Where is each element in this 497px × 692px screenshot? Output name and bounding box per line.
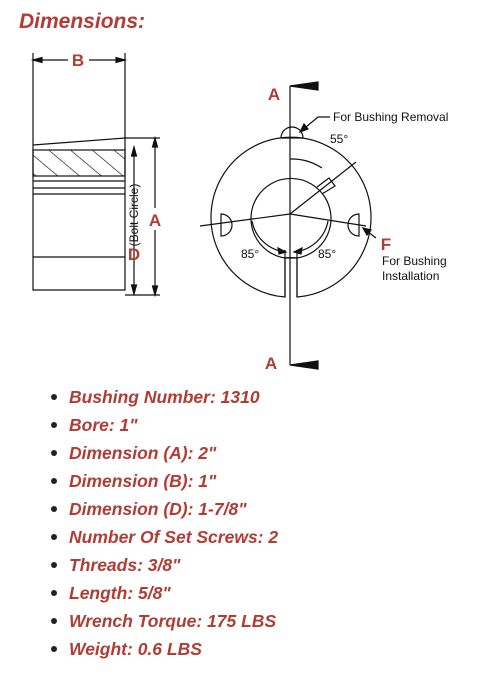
arc-55 [290, 159, 322, 168]
angle-line-right [290, 214, 366, 226]
bullet-icon [51, 590, 57, 596]
section-hatch [33, 150, 125, 176]
a-label: A [148, 211, 162, 230]
spec-item [48, 551, 278, 579]
bullet-icon [51, 422, 57, 428]
spec-item [48, 467, 278, 495]
spec-text: Threads: 3/8" [69, 555, 181, 575]
bullet-icon [51, 506, 57, 512]
spec-text: Bushing Number: 1310 [69, 387, 260, 407]
removal-note: For Bushing Removal [333, 110, 449, 124]
removal-leader-arrow [300, 124, 308, 132]
spec-text: Wrench Torque: 175 LBS [69, 611, 277, 631]
spec-text: Bore: 1" [69, 415, 138, 435]
bolt-circle-label: (Bolt Circle) [127, 183, 141, 247]
b-label: B [71, 51, 85, 70]
hole-left [221, 214, 232, 236]
section-a-top-label: A [267, 85, 281, 104]
spec-item [48, 523, 278, 551]
spec-text: Number Of Set Screws: 2 [69, 527, 279, 547]
flange-outline [211, 137, 371, 297]
spec-text: Weight: 0.6 LBS [69, 639, 202, 659]
bullet-icon [51, 478, 57, 484]
section-a-bottom-label: A [264, 354, 278, 373]
spec-item [48, 411, 278, 439]
spec-item [48, 607, 278, 635]
angle-55-label: 55° [330, 132, 349, 146]
angle-85-right-label: 85° [318, 247, 337, 261]
installation-note-line1: For Bushing [382, 254, 447, 268]
front-view [200, 82, 376, 369]
spec-item [48, 383, 278, 411]
a-arrow-bottom [153, 286, 158, 295]
bullet-icon [51, 562, 57, 568]
bushing-dimension-drawing [0, 40, 497, 380]
specs-list [48, 383, 278, 663]
bullet-icon [51, 646, 57, 652]
bullet-icon [51, 534, 57, 540]
spec-item [48, 579, 278, 607]
d-arrow-bottom [132, 285, 137, 294]
spec-item [48, 439, 278, 467]
spec-text: Length: 5/8" [69, 583, 171, 603]
bullet-icon [51, 618, 57, 624]
spec-text: Dimension (A): 2" [69, 443, 217, 463]
dimensions-heading: Dimensions: [19, 10, 146, 33]
b-arrow-left [33, 58, 42, 63]
arc-arrow-right [294, 248, 302, 254]
bullet-icon [51, 450, 57, 456]
spec-text: Dimension (B): 1" [69, 471, 217, 491]
spec-item [48, 635, 278, 663]
a-arrow-top [153, 138, 158, 147]
bullet-icon [51, 394, 57, 400]
installation-note-line2: Installation [382, 269, 440, 283]
angle-85-left-label: 85° [241, 247, 260, 261]
d-arrow-top [132, 147, 137, 156]
f-label: F [380, 235, 392, 254]
side-view [33, 53, 160, 295]
spec-text: Dimension (D): 1-7/8" [69, 499, 247, 519]
angle-line-left [200, 214, 290, 226]
angle-line-top [290, 162, 356, 214]
d-label: D [127, 245, 141, 264]
b-arrow-right [116, 58, 125, 63]
spec-item [48, 495, 278, 523]
